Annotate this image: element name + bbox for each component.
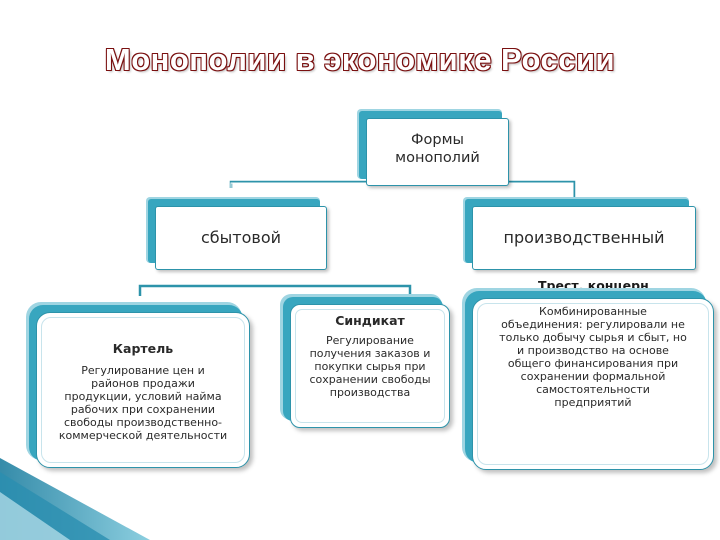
node-sales-label: сбытовой <box>200 228 282 247</box>
trust-heading: Трест, концерн <box>538 278 649 293</box>
connector-sales-children <box>140 286 410 300</box>
cartel-heading: Картель <box>112 341 174 356</box>
node-syndicate <box>290 304 450 428</box>
syndicate-heading: Синдикат <box>335 313 405 328</box>
node-production-label: производственный <box>503 228 665 247</box>
node-forms-of-monopolies <box>366 118 509 186</box>
syndicate-description: Регулирование получения заказов и покупки сырья при сохранении свободы производства <box>309 334 431 399</box>
node-root-line1: Формы <box>411 132 464 148</box>
page-title: Монополии в экономике России <box>104 42 616 77</box>
node-production <box>472 206 696 270</box>
node-root-line2: монополий <box>395 150 480 166</box>
cartel-description: Регулирование цен и районов продажи продукции, условий найма рабочих при сохранении свободы производственно- коммерческой деятельности <box>58 364 228 442</box>
node-cartel <box>36 312 250 468</box>
node-trust <box>472 298 714 470</box>
node-sales <box>155 206 327 270</box>
trust-description: Комбинированные объединения: регулировали не только добычу сырья и сбыт, но и производство на основе общего финансирования при сохранении формальной самостоятельности предприятий <box>499 305 687 409</box>
